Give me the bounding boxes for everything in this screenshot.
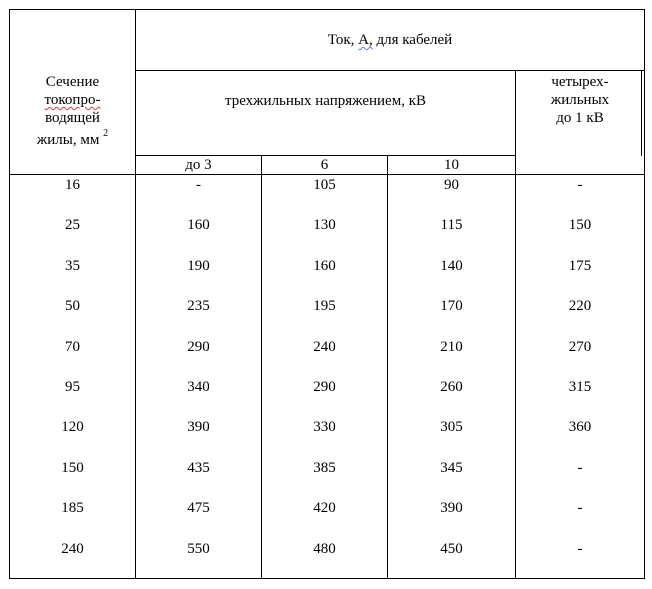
- v3-cell: 290: [187, 339, 210, 355]
- v3-cell: 160: [187, 217, 210, 233]
- section-header: [10, 73, 135, 149]
- v10-cell: 390: [440, 500, 463, 516]
- section-cell: 70: [65, 339, 80, 355]
- v6-cell: 420: [313, 500, 336, 516]
- four-core-cell: -: [577, 500, 583, 516]
- four-core-header-line3: до 1 кВ: [556, 110, 604, 126]
- table-right-border: [644, 9, 645, 579]
- header-bottom-border: [9, 174, 645, 175]
- section-cell: 35: [65, 258, 80, 274]
- v3-cell: 390: [187, 419, 210, 435]
- v3-cell: 340: [187, 379, 210, 395]
- four-core-header-line1: четырех-: [551, 74, 609, 90]
- section-header-unit: жилы, мм: [36, 132, 100, 148]
- v10-cell: 345: [440, 460, 463, 476]
- section-header-line2: токопро-: [44, 92, 101, 108]
- four-core-cell: 175: [568, 258, 592, 274]
- four-core-cell: 360: [568, 419, 592, 435]
- current-header-prefix: Ток,: [327, 32, 359, 48]
- section-cell: 16: [65, 177, 80, 193]
- section-header-superscript: 2: [103, 128, 109, 139]
- v10-cell: 115: [440, 217, 463, 233]
- v6-cell: 195: [313, 298, 336, 314]
- voltage-header-v6: 6: [320, 157, 329, 173]
- voltage-header-v3: до 3: [185, 157, 212, 173]
- v6-cell: 130: [313, 217, 336, 233]
- v10-cell: 90: [444, 177, 459, 193]
- header-divider-current: [135, 70, 645, 71]
- four-core-header-line2: жильных: [550, 92, 610, 108]
- four-core-cell: -: [577, 541, 583, 557]
- v10-cell: 450: [440, 541, 463, 557]
- v10-cell: 260: [440, 379, 463, 395]
- section-cell: 50: [65, 298, 80, 314]
- section-header-line3: водящей: [45, 110, 100, 126]
- three-core-header: трехжильных напряжением, кВ: [224, 93, 426, 109]
- v6-cell: 290: [313, 379, 336, 395]
- four-core-cell: 150: [568, 217, 592, 233]
- current-header: [136, 31, 644, 49]
- v3-cell: 190: [187, 258, 210, 274]
- four-core-cell: 220: [568, 298, 592, 314]
- v6-cell: 480: [313, 541, 336, 557]
- v3-cell: -: [196, 177, 201, 193]
- v3-cell: 235: [187, 298, 210, 314]
- table-bottom-border: [9, 578, 645, 579]
- v6-cell: 240: [313, 339, 336, 355]
- v10-cell: 210: [440, 339, 463, 355]
- current-header-unit: А,: [358, 32, 373, 48]
- v3-cell: 435: [187, 460, 210, 476]
- v6-cell: 385: [313, 460, 336, 476]
- section-cell: 240: [61, 541, 84, 557]
- four-core-cell: -: [577, 460, 583, 476]
- section-cell: 185: [61, 500, 84, 516]
- v6-cell: 160: [313, 258, 336, 274]
- four-core-cell: 315: [568, 379, 592, 395]
- v6-cell: 330: [313, 419, 336, 435]
- section-cell: 120: [61, 419, 84, 435]
- section-cell: 25: [65, 217, 80, 233]
- v3-cell: 475: [187, 500, 210, 516]
- section-header-line1: Сечение: [45, 74, 100, 90]
- v10-cell: 140: [440, 258, 463, 274]
- v10-cell: 305: [440, 419, 463, 435]
- current-header-suffix: для кабелей: [372, 32, 453, 48]
- v10-cell: 170: [440, 298, 463, 314]
- section-cell: 95: [65, 379, 80, 395]
- table-top-border: [9, 9, 645, 10]
- section-header-line4: [10, 127, 135, 149]
- v3-cell: 550: [187, 541, 210, 557]
- four-core-cell: 270: [568, 339, 592, 355]
- four-core-header: [516, 73, 644, 127]
- voltage-header-v10: 10: [444, 157, 459, 173]
- v6-cell: 105: [313, 177, 336, 193]
- four-core-cell: -: [577, 177, 583, 193]
- section-cell: 150: [61, 460, 84, 476]
